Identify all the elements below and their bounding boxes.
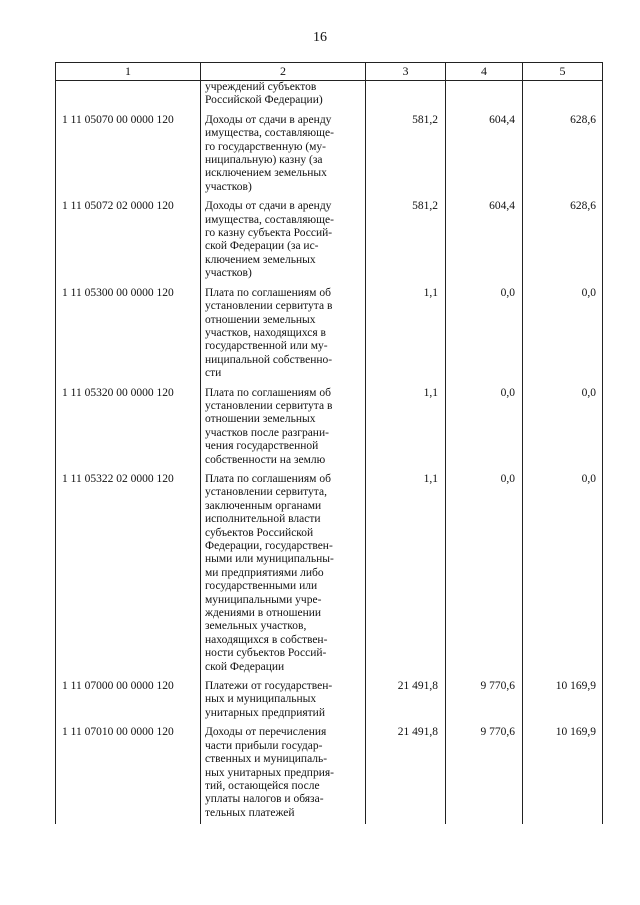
amount-year-2: 604,4	[446, 112, 523, 198]
column-header: 3	[366, 63, 446, 81]
amount-year-3: 10 169,9	[523, 678, 603, 724]
amount-year-1: 1,1	[366, 385, 446, 471]
column-header: 2	[201, 63, 366, 81]
continuation-row	[56, 81, 603, 112]
amount-year-1: 581,2	[366, 112, 446, 198]
amount-year-2: 9 770,6	[446, 724, 523, 824]
table-row	[56, 198, 603, 284]
income-description: Доходы от перечисления части прибыли государ- ственных и муниципаль- ных унитарных предприя- тий, остающейся после уплаты налогов и обяза- тельных платежей	[201, 724, 366, 824]
amount-year-3: 0,0	[523, 385, 603, 471]
amount-year-1: 1,1	[366, 285, 446, 385]
column-header: 5	[523, 63, 603, 81]
table-row	[56, 112, 603, 198]
table-header-row	[56, 63, 603, 81]
budget-revenue-table	[55, 62, 603, 824]
income-code: 1 11 05322 02 0000 120	[56, 471, 201, 678]
continuation-description: учреждений субъектов Российской Федерации)	[201, 81, 366, 112]
table-row	[56, 724, 603, 824]
income-description: Доходы от сдачи в аренду имущества, составляюще- го казну субъекта Россий- ской Федерации (за ис- ключением земельных участков)	[201, 198, 366, 284]
amount-year-3: 628,6	[523, 112, 603, 198]
income-description: Плата по соглашениям об установлении сервитута в отношении земельных участков после разграни- чения государственной собственности на землю	[201, 385, 366, 471]
column-header: 1	[56, 63, 201, 81]
income-code: 1 11 07000 00 0000 120	[56, 678, 201, 724]
income-description: Доходы от сдачи в аренду имущества, составляюще- го государственную (му- ниципальную) казну (за исключением земельных участков)	[201, 112, 366, 198]
amount-year-3: 10 169,9	[523, 724, 603, 824]
income-code: 1 11 05070 00 0000 120	[56, 112, 201, 198]
income-description: Плата по соглашениям об установлении сервитута, заключенным органами исполнительной власти субъектов Российской Федерации, государствен- ными или муниципальны- ми предприятиями либо государственными или муниципальными учре- ждениями в отношении земельных участков, находящихся в собствен- ности субъектов Россий- ской Федерации	[201, 471, 366, 678]
income-description: Плата по соглашениям об установлении сервитута в отношении земельных участков, находящихся в государственной или му- ниципальной собственно- сти	[201, 285, 366, 385]
amount-year-3: 628,6	[523, 198, 603, 284]
amount-year-3: 0,0	[523, 285, 603, 385]
income-description: Платежи от государствен- ных и муниципальных унитарных предприятий	[201, 678, 366, 724]
column-header: 4	[446, 63, 523, 81]
table-row	[56, 285, 603, 385]
table-row	[56, 385, 603, 471]
amount-year-2: 0,0	[446, 285, 523, 385]
amount-year-1: 21 491,8	[366, 678, 446, 724]
income-code: 1 11 05300 00 0000 120	[56, 285, 201, 385]
amount-year-1: 21 491,8	[366, 724, 446, 824]
table-row	[56, 471, 603, 678]
page-number: 16	[313, 30, 327, 45]
amount-year-1: 581,2	[366, 198, 446, 284]
income-code: 1 11 07010 00 0000 120	[56, 724, 201, 824]
income-code: 1 11 05320 00 0000 120	[56, 385, 201, 471]
amount-year-2: 0,0	[446, 385, 523, 471]
income-code: 1 11 05072 02 0000 120	[56, 198, 201, 284]
amount-year-2: 0,0	[446, 471, 523, 678]
amount-year-2: 9 770,6	[446, 678, 523, 724]
table-row	[56, 678, 603, 724]
amount-year-3: 0,0	[523, 471, 603, 678]
amount-year-1: 1,1	[366, 471, 446, 678]
amount-year-2: 604,4	[446, 198, 523, 284]
